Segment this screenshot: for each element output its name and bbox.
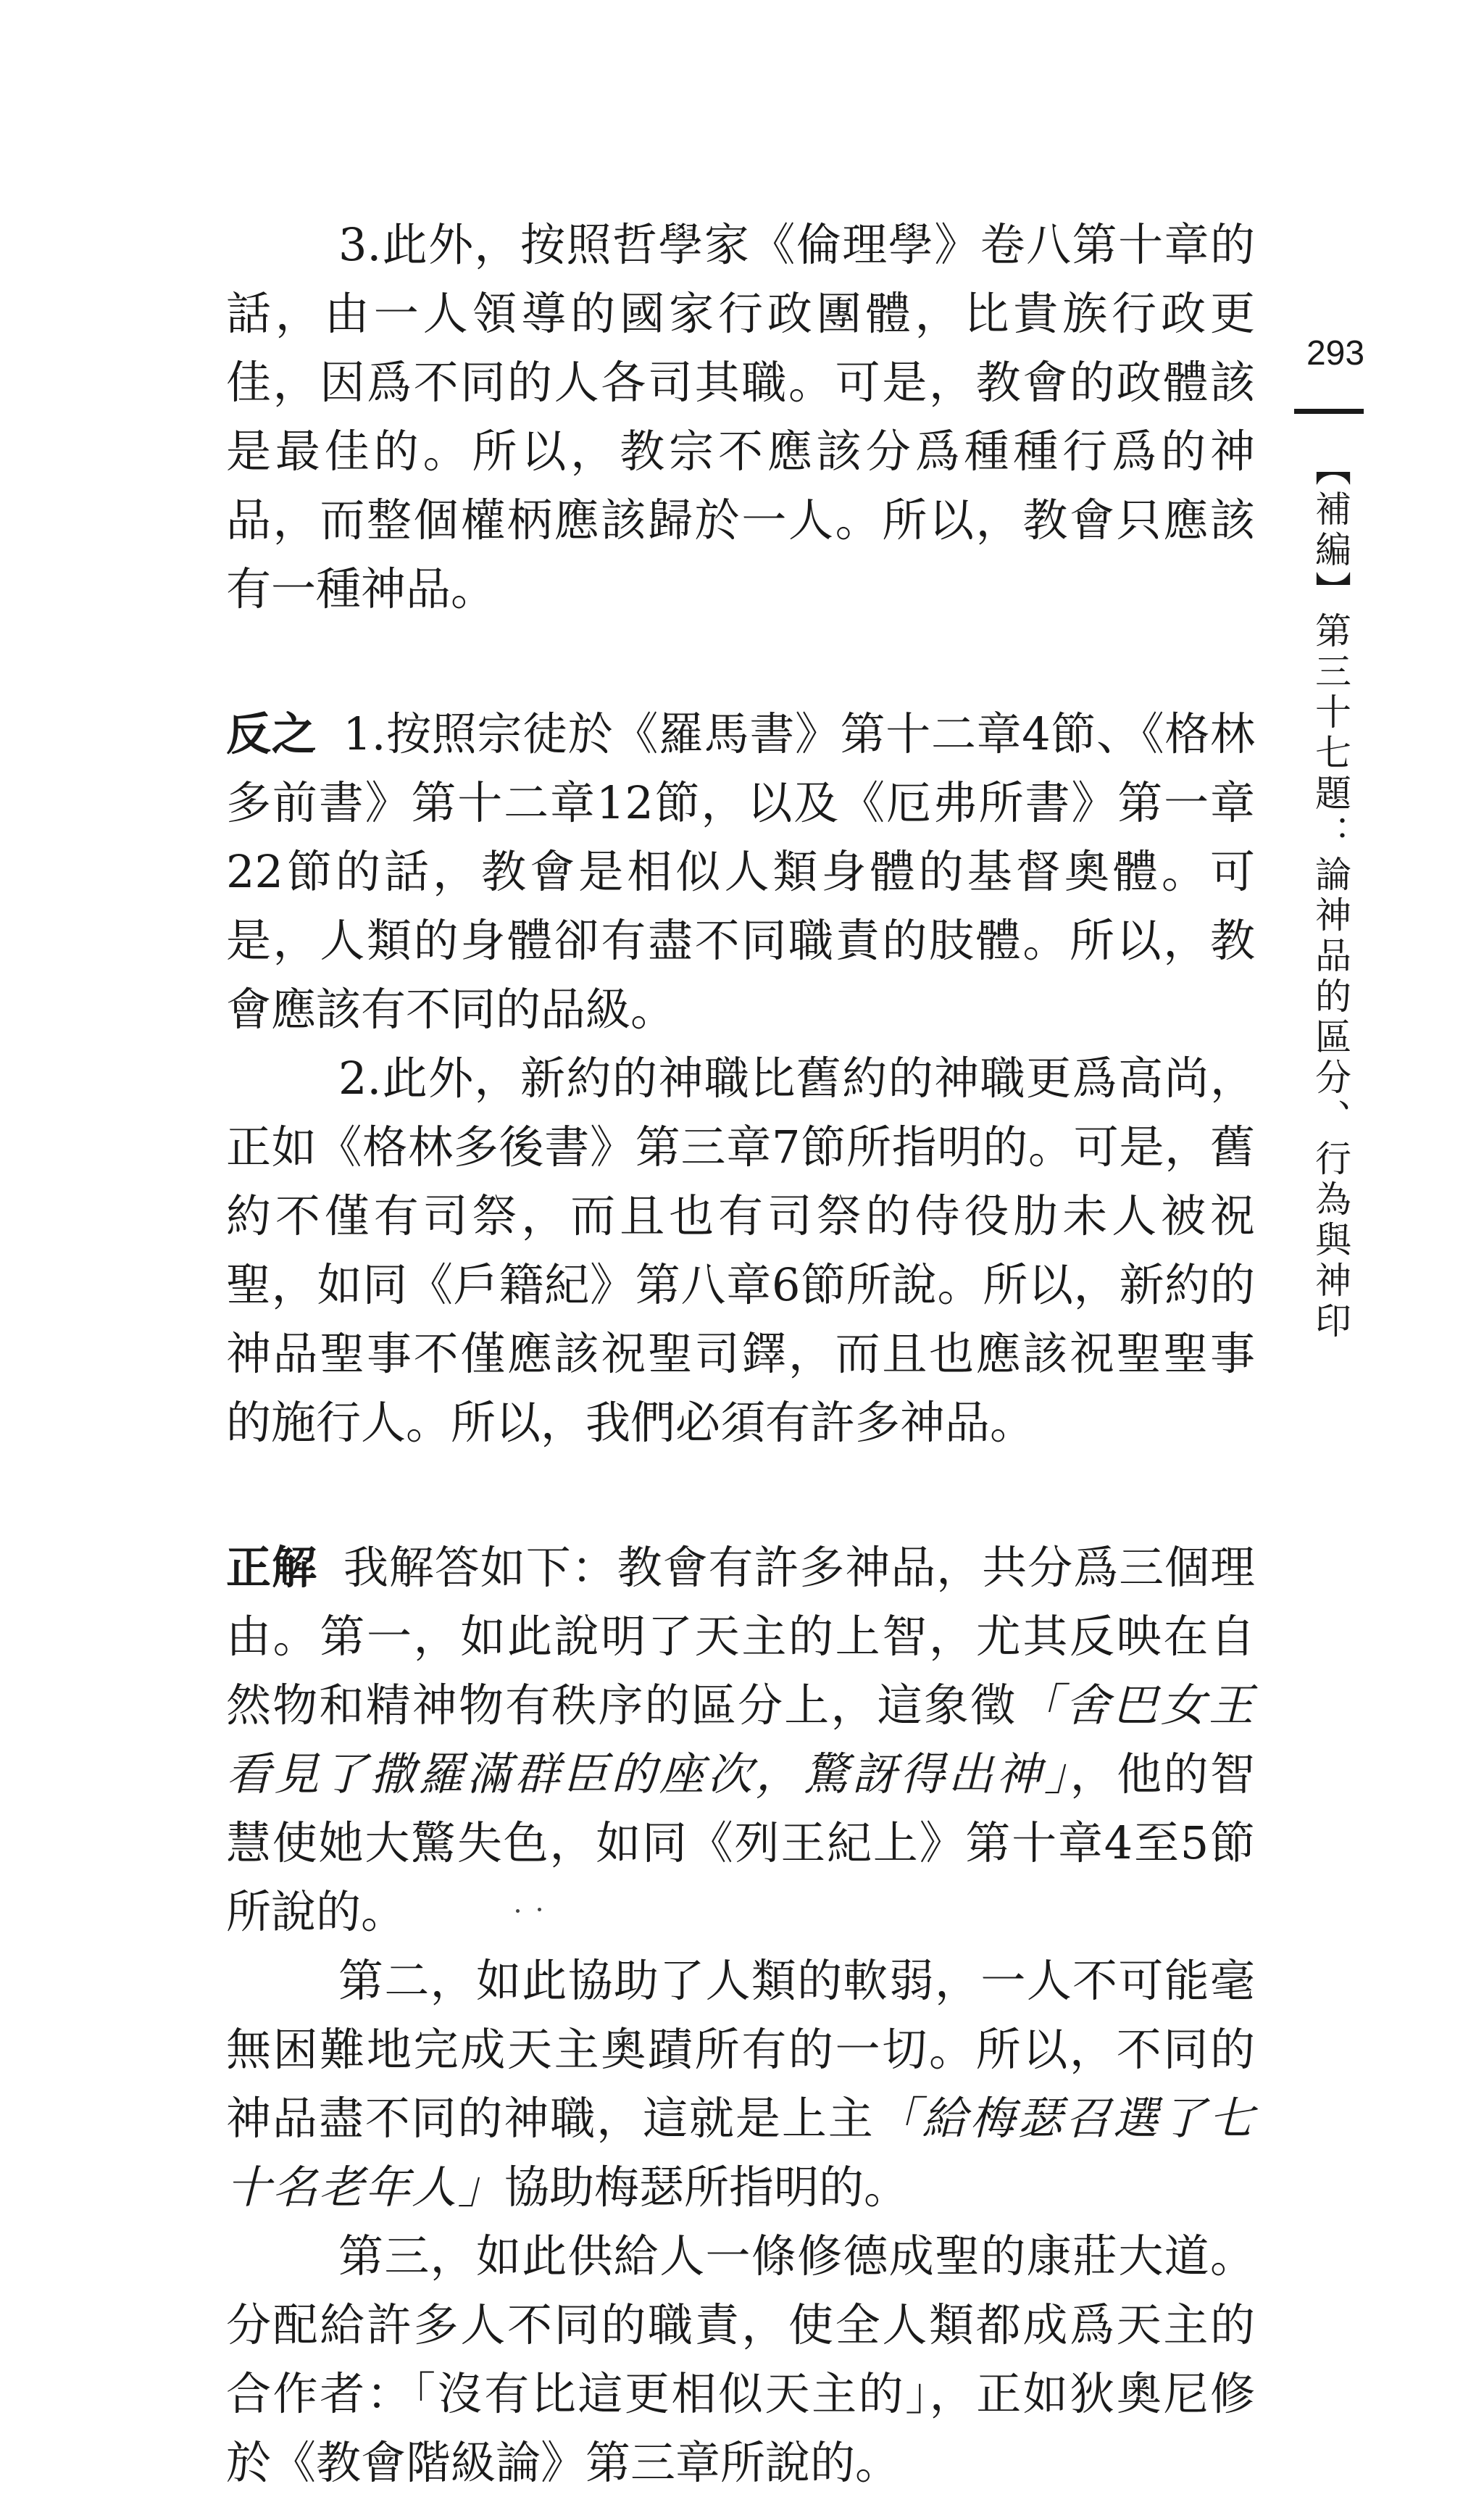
respondeo-text-2b: 協助梅瑟所指明的。 [504, 2161, 909, 2214]
section-gap [226, 623, 1255, 699]
page-number: 293 [1306, 334, 1365, 373]
respondeo-text-1a: 我解答如下：教會有許多神品，共分爲三個理由。第一，如此說明了天主的上智，尤其反映在自然物和精神物有秩序的區分上，這象徵 [226, 1541, 1255, 1732]
scan-speck [538, 1908, 541, 1911]
running-head: 【補編】第三十七題：論神品的區分、行為與神印 [1309, 449, 1351, 1342]
sed-contra-paragraph-2: 2.此外，新約的神職比舊約的神職更爲高尚，正如《格林多後書》第三章7節所指明的。可是，舊約不僅有司祭，而且也有司祭的侍役肋未人被祝聖，如同《戶籍紀》第八章6節所說。所以，新約的神品聖事不僅應該祝聖司鐸，而且也應該祝聖聖事的施行人。所以，我們必須有許多神品。 [226, 1052, 1255, 1449]
folio-rule [1294, 409, 1364, 414]
sed-contra-paragraph-1 [226, 699, 1255, 1044]
respondeo-quote-1: 「舍巴女王看見了撒羅滿群臣的座次，驚訝得出神」 [226, 1679, 1255, 1800]
respondeo-paragraph-3: 第三，如此供給人一條修德成聖的康莊大道。分配給許多人不同的職責，使全人類都成爲天主的合作者：「沒有比這更相似天主的」，正如狄奧尼修於《教會階級論》第三章所說的。 [226, 2230, 1255, 2489]
scan-speck [516, 1909, 520, 1913]
respondeo-paragraph-1 [226, 1533, 1255, 1946]
objection-3-paragraph: 3.此外，按照哲學家《倫理學》卷八第十章的話，由一人領導的國家行政團體，比貴族行政更佳，因爲不同的人各司其職。可是，教會的政體該是最佳的。所以，教宗不應該分爲種種行爲的神品，而整個權柄應該歸於一人。所以，教會只應該有一種神品。 [226, 218, 1255, 615]
body-text [226, 210, 1255, 2497]
respondeo-label: 正解 [226, 1541, 317, 1594]
respondeo-quote-2: 「給梅瑟召選了七十名老年人」 [226, 2092, 1255, 2214]
sed-contra-text-1: 1.按照宗徒於《羅馬書》第十二章4節、《格林多前書》第十二章12節，以及《厄弗所書》第一章22節的話，教會是相似人類身體的基督奧體。可是，人類的身體卻有盡不同職責的肢體。所以，教會應該有不同的品級。 [226, 707, 1255, 1036]
sed-contra-label: 反之 [226, 707, 317, 760]
respondeo-paragraph-2 [226, 1946, 1255, 2222]
respondeo-text-2a: 第二，如此協助了人類的軟弱，一人不可能毫無困難地完成天主奧蹟所有的一切。所以，不同的神品盡不同的神職，這就是上主 [226, 1954, 1255, 2145]
scan-specks [516, 1908, 545, 1915]
section-gap [226, 1457, 1255, 1533]
respondeo-text-1b: ，他的智慧使她大驚失色，如同《列王紀上》第十章4至5節所說的。 [226, 1748, 1255, 1938]
